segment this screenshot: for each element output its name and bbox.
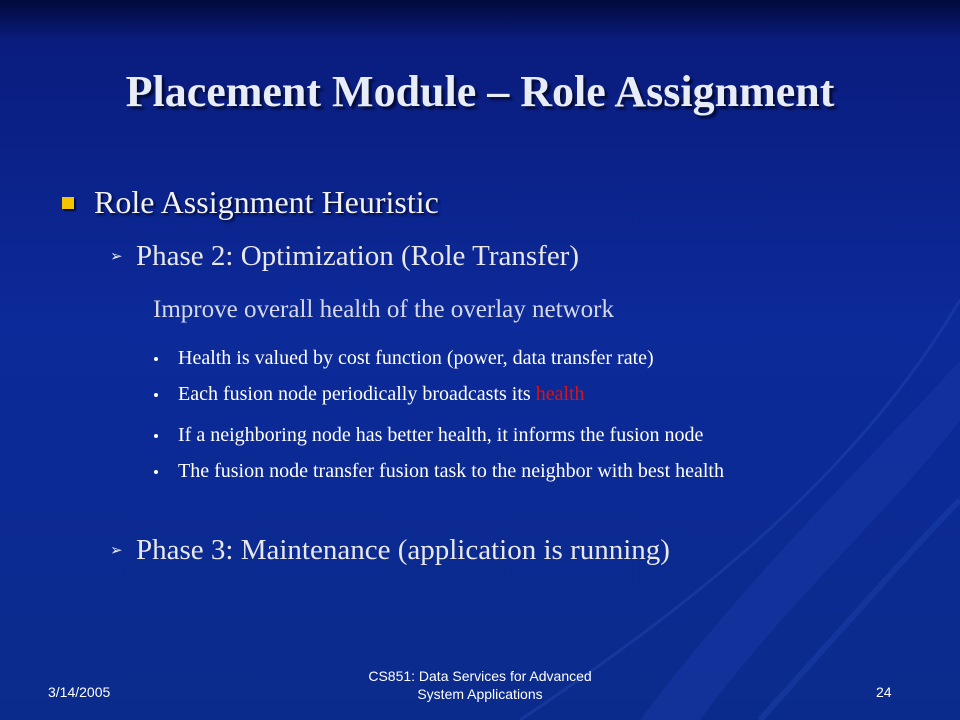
footer-course [330, 667, 630, 703]
bullet-role-assignment [62, 184, 439, 221]
dot-bullet-icon [154, 470, 158, 474]
health-highlight: health [535, 383, 585, 405]
sub-bullet-3-text: If a neighboring node has better health, it informs the fusion node [178, 424, 704, 446]
dot-bullet-icon [154, 434, 158, 438]
sub-bullet-4 [178, 456, 838, 487]
phase-2-text: Phase 2: Optimization (Role Transfer) [136, 240, 580, 272]
dot-bullet-icon [154, 393, 158, 397]
footer-course-line-2: System Applications [417, 686, 543, 702]
footer-page-number: 24 [876, 684, 892, 700]
sub-bullet-2-text: Each fusion node periodically broadcasts its [178, 383, 536, 405]
sub-bullet-4-text: The fusion node transfer fusion task to the neighbor with best health [178, 460, 724, 482]
bullet-role-assignment-text: Role Assignment Heuristic [94, 184, 439, 220]
footer-date: 3/14/2005 [48, 684, 111, 700]
phase-3-text: Phase 3: Maintenance (application is running) [136, 534, 670, 566]
bullet-phase-2 [110, 240, 579, 273]
arrow-bullet-icon: ➢ [110, 543, 123, 559]
bullet-phase-3 [110, 534, 670, 567]
dot-bullet-icon [154, 357, 158, 361]
slide-title: Placement Module – Role Assignment [125, 67, 835, 116]
arrow-bullet-icon: ➢ [110, 249, 123, 265]
improve-text: Improve overall health of the overlay network [153, 296, 614, 323]
sub-bullet-1 [178, 343, 898, 374]
sub-bullet-1-text: Health is valued by cost function (power, data transfer rate) [178, 347, 654, 369]
footer-course-line-1: CS851: Data Services for Advanced [368, 668, 592, 684]
sub-bullet-3 [178, 420, 898, 451]
square-bullet-icon [62, 197, 74, 209]
sub-bullet-2 [178, 379, 898, 410]
